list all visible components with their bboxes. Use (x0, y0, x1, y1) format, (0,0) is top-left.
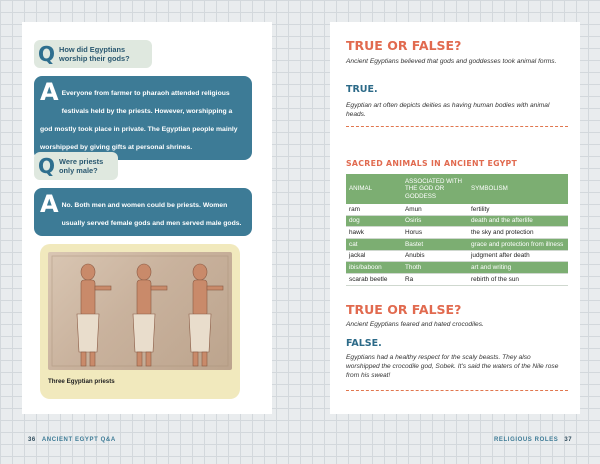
table-cell: Bastet (402, 239, 468, 251)
table-cell: cat (346, 239, 402, 251)
a-letter: A (40, 78, 59, 106)
explanation-text: Egyptian art often depicts deities as having human bodies with animal heads. (346, 102, 550, 118)
table-cell: judgment after death (468, 250, 568, 262)
page-number: 36 (28, 437, 36, 443)
answer-bubble-2 (34, 188, 252, 236)
table-cell: grace and protection from illness (468, 239, 568, 251)
table-row (346, 215, 568, 227)
a-letter: A (40, 190, 59, 218)
answer-bubble-1 (34, 76, 252, 160)
question-text: How did Egyptians worship their gods? (59, 44, 130, 63)
footer-title: ANCIENT EGYPT Q&A (41, 437, 116, 443)
true-false-heading: TRUE OR FALSE? (346, 302, 462, 317)
left-footer (28, 437, 116, 443)
right-page (330, 22, 580, 414)
table-cell: ram (346, 204, 402, 215)
table-cell: Thoth (402, 262, 468, 274)
question-text: Were priests only male? (59, 156, 104, 175)
table-cell: scarab beetle (346, 274, 402, 286)
dashed-divider (346, 390, 568, 391)
table-cell: Osiris (402, 215, 468, 227)
sacred-animals-table (346, 174, 568, 286)
table-cell: Anubis (402, 250, 468, 262)
left-page (22, 22, 272, 414)
table-title: SACRED ANIMALS IN ANCIENT EGYPT (346, 159, 518, 168)
statement-text: Ancient Egyptians feared and hated crocodiles. (346, 321, 484, 328)
table-row (346, 274, 568, 286)
right-footer (494, 437, 572, 443)
table-cell: jackal (346, 250, 402, 262)
true-false-heading: TRUE OR FALSE? (346, 38, 462, 53)
table-cell: death and the afterlife (468, 215, 568, 227)
q-letter: Q (38, 154, 56, 178)
table-cell: rebirth of the sun (468, 274, 568, 286)
statement-text: Ancient Egyptians believed that gods and goddesses took animal forms. (346, 58, 557, 65)
answer-text: Everyone from farmer to pharaoh attended religious festivals held by the priests. However, worshipping a god mostly took place in private. The Egyptian people mainly worshipped by giving gifts at personal shrines. (40, 90, 238, 151)
footer-title: RELIGIOUS ROLES (494, 437, 559, 443)
table-row (346, 227, 568, 239)
table-header-row (346, 174, 568, 204)
table-row (346, 204, 568, 215)
table-cell: hawk (346, 227, 402, 239)
q-letter: Q (38, 42, 56, 66)
table-row (346, 239, 568, 251)
table-cell: dog (346, 215, 402, 227)
column-header: SYMBOLISM (468, 174, 568, 204)
answer-label: TRUE. (346, 84, 378, 95)
answer-text: No. Both men and women could be priests. Women usually served female gods and men served male gods. (61, 202, 242, 227)
explanation-text: Egyptians had a healthy respect for the scaly beasts. They also worshipped the crocodile god, Sobek. It's said the waters of the Nile rose from his sweat! (346, 354, 559, 379)
table-cell: fertility (468, 204, 568, 215)
column-header: ANIMAL (346, 174, 402, 204)
table-cell: Ra (402, 274, 468, 286)
table-cell: Amun (402, 204, 468, 215)
photo-caption: Three Egyptian priests (48, 378, 115, 385)
answer-label: FALSE. (346, 338, 382, 349)
question-bubble-2 (34, 152, 118, 180)
table-cell: the sky and protection (468, 227, 568, 239)
table-cell: ibis/baboon (346, 262, 402, 274)
column-header: ASSOCIATED WITH THE GOD OR GODDESS (402, 174, 468, 204)
table-row (346, 250, 568, 262)
question-bubble-1 (34, 40, 152, 68)
table-cell: Horus (402, 227, 468, 239)
table-cell: art and writing (468, 262, 568, 274)
egyptian-priests-photo (48, 252, 232, 370)
table-row (346, 262, 568, 274)
photo-card (40, 244, 240, 399)
page-number: 37 (564, 437, 573, 443)
dashed-divider (346, 126, 568, 127)
